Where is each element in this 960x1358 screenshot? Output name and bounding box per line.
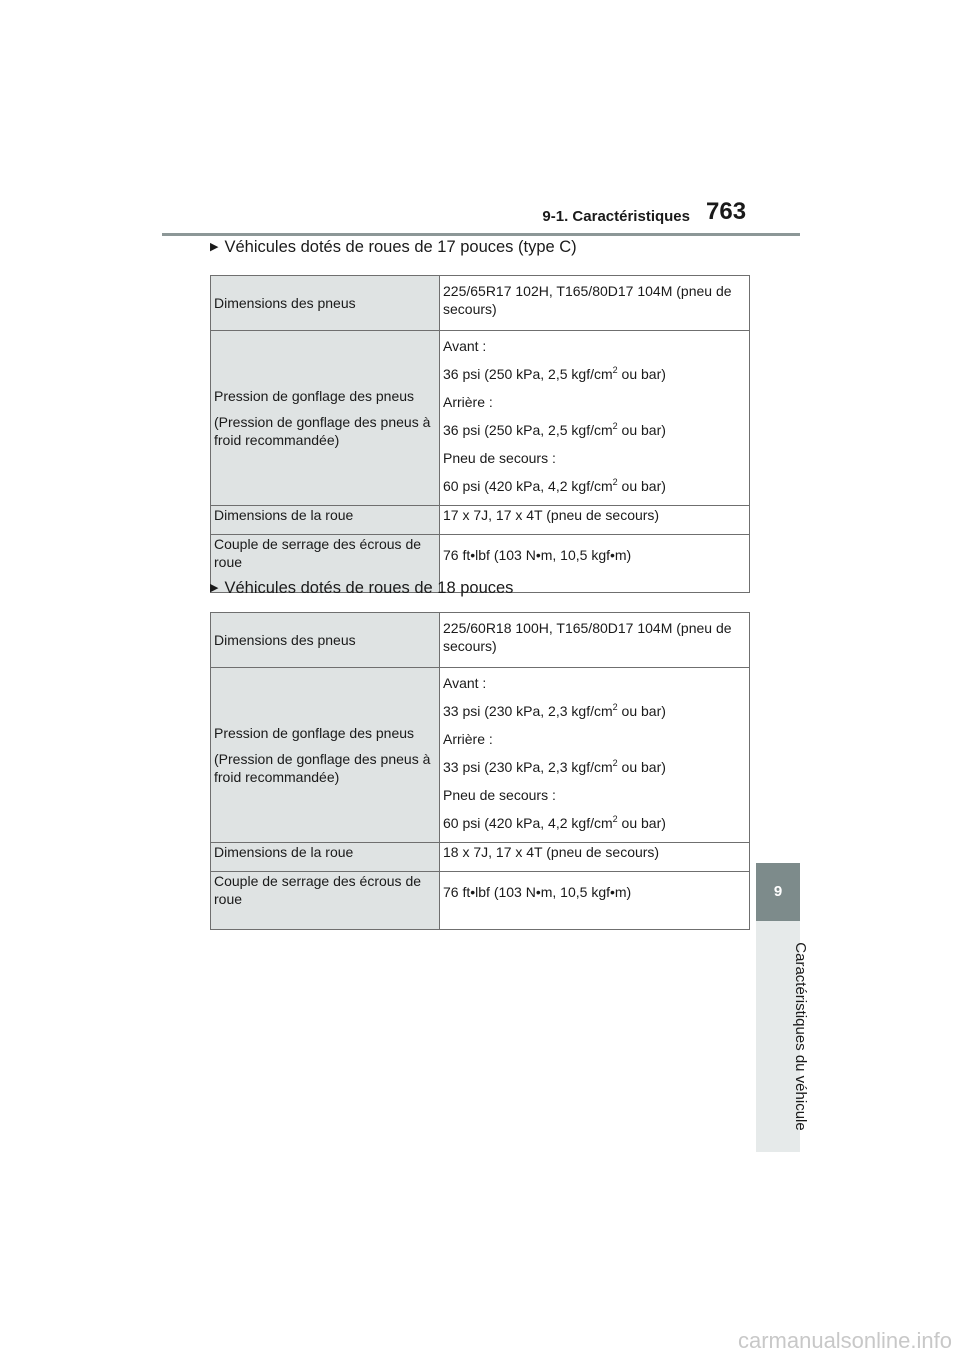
spec-table-18in <box>210 612 750 930</box>
tire-size-value: 225/65R17 102H, T165/80D17 104M (pneu de secours) <box>440 276 750 331</box>
tire-size-label: Dimensions des pneus <box>211 276 440 331</box>
triangle-bullet-icon: ▶ <box>210 582 219 594</box>
pressure-values <box>440 331 750 506</box>
rear-value: 33 psi (230 kPa, 2,3 kgf/$cm^2$ ou bar) <box>443 758 666 775</box>
chapter-label: Caractéristiques du véhicule <box>792 942 809 1131</box>
table-row <box>211 668 750 843</box>
pressure-label: Pression de gonflage des pneus (Pression de gonflage des pneus à froid recommandée) <box>211 668 440 843</box>
torque-value: 76 ft•lbf (103 N•m, 10,5 kgf•m) <box>440 872 750 930</box>
table-row <box>211 506 750 535</box>
spare-value: 60 psi (420 kPa, 4,2 kgf/$cm^2$ ou bar) <box>443 814 666 831</box>
front-label: Avant : <box>443 675 487 691</box>
page-number: 763 <box>706 198 747 225</box>
torque-label: Couple de serrage des écrous de roue <box>211 535 440 593</box>
rear-value: 36 psi (250 kPa, 2,5 kgf/$cm^2$ ou bar) <box>443 421 666 438</box>
wheel-size-label: Dimensions de la roue <box>211 843 440 872</box>
wheel-size-value: 18 x 7J, 17 x 4T (pneu de secours) <box>440 843 750 872</box>
rear-label: Arrière : <box>443 394 493 410</box>
spare-value: 60 psi (420 kPa, 4,2 kgf/$cm^2$ ou bar) <box>443 477 666 494</box>
wheel-size-label: Dimensions de la roue <box>211 506 440 535</box>
table-row <box>211 331 750 506</box>
header-divider <box>162 233 800 236</box>
table-row <box>211 872 750 930</box>
table-row <box>211 843 750 872</box>
front-label: Avant : <box>443 338 487 354</box>
table-row <box>211 276 750 331</box>
wheel-size-value: 17 x 7J, 17 x 4T (pneu de secours) <box>440 506 750 535</box>
section-heading-17in: ▶ Véhicules dotés de roues de 17 pouces (type C) <box>210 238 577 256</box>
tire-size-value: 225/60R18 100H, T165/80D17 104M (pneu de secours) <box>440 613 750 668</box>
chapter-tab: 9 <box>756 863 800 921</box>
pressure-values <box>440 668 750 843</box>
spare-label: Pneu de secours : <box>443 450 556 466</box>
tire-size-label: Dimensions des pneus <box>211 613 440 668</box>
spare-label: Pneu de secours : <box>443 787 556 803</box>
front-value: 36 psi (250 kPa, 2,5 kgf/$cm^2$ ou bar) <box>443 365 666 382</box>
pressure-label: Pression de gonflage des pneus (Pression de gonflage des pneus à froid recommandée) <box>211 331 440 506</box>
section-heading-18in: ▶ Véhicules dotés de roues de 18 pouces <box>210 579 514 597</box>
rear-label: Arrière : <box>443 731 493 747</box>
watermark-text: carmanualsonline.info <box>737 1328 952 1353</box>
section-title: 9-1. Caractéristiques <box>542 208 690 225</box>
torque-value: 76 ft•lbf (103 N•m, 10,5 kgf•m) <box>440 535 750 593</box>
spec-table-17in <box>210 275 750 593</box>
triangle-bullet-icon: ▶ <box>210 241 219 253</box>
torque-label: Couple de serrage des écrous de roue <box>211 872 440 930</box>
table-row <box>211 613 750 668</box>
front-value: 33 psi (230 kPa, 2,3 kgf/$cm^2$ ou bar) <box>443 702 666 719</box>
